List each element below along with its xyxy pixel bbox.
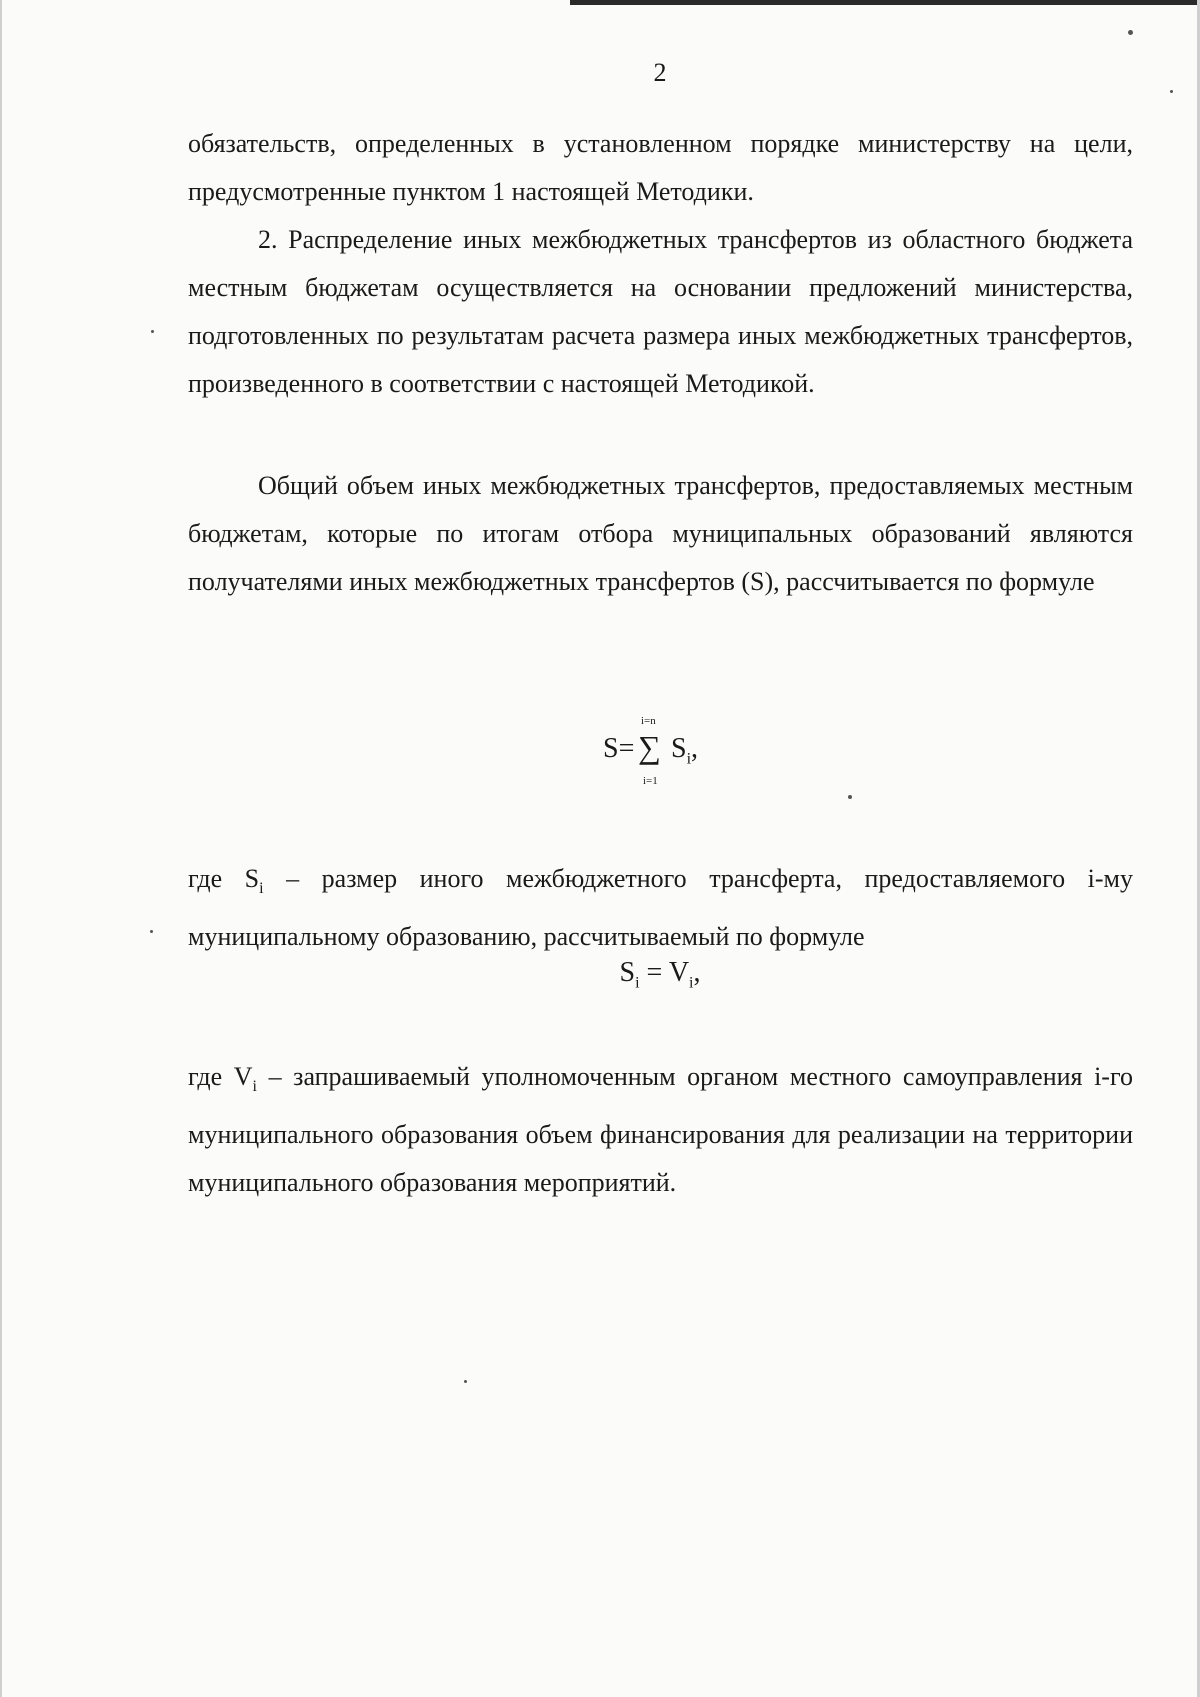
formula-si: $S_i = V_i$, bbox=[619, 957, 701, 992]
scan-speck bbox=[151, 330, 154, 333]
paragraph-si-definition: где $S_i$ – размер иного межбюджетного трансферта, предоставляемого i-му муниципальному образованию, рассчитываемый по формуле bbox=[188, 864, 1133, 952]
formula-sum-lhs: S= bbox=[603, 733, 635, 764]
formula-sum bbox=[603, 715, 723, 795]
scan-edge-left bbox=[0, 0, 2, 1697]
formula-sum-upper-limit: i=n bbox=[641, 715, 656, 727]
formula-sum-lower-limit: i=1 bbox=[643, 775, 658, 787]
scan-speck bbox=[1128, 30, 1133, 35]
scan-speck bbox=[1170, 90, 1173, 93]
page-number: 2 bbox=[653, 58, 667, 87]
paragraph-distribution: 2. Распределение иных межбюджетных трансфертов из областного бюджета местным бюджетам осуществляется на основании предложений министерства, подготовленных по результатам расчета размера иных межбюджетных трансфертов, произведенного в соответствии с настоящей Методикой. bbox=[188, 225, 1133, 398]
sigma-symbol: ∑ bbox=[638, 729, 661, 765]
scan-speck bbox=[848, 795, 852, 799]
paragraph-continuation: обязательств, определенных в установленном порядке министерству на цели, предусмотренные пунктом 1 настоящей Методики. bbox=[188, 129, 1133, 206]
paragraph-total-volume: Общий объем иных межбюджетных трансфертов, предоставляемых местным бюджетам, которые по итогам отбора муниципальных образований являются получателями иных межбюджетных трансфертов (S), рассчитывается по формуле bbox=[188, 471, 1133, 596]
scan-edge-top bbox=[570, 0, 1200, 5]
formula-sum-term: $S_i$, bbox=[671, 733, 699, 768]
paragraph-vi-definition: где $V_i$ – запрашиваемый уполномоченным органом местного самоуправления i-го муниципального образования объем финансирования для реализации на территории муниципального образования мероприятий. bbox=[188, 1062, 1133, 1198]
scan-speck bbox=[150, 930, 153, 933]
scan-speck bbox=[464, 1380, 467, 1383]
